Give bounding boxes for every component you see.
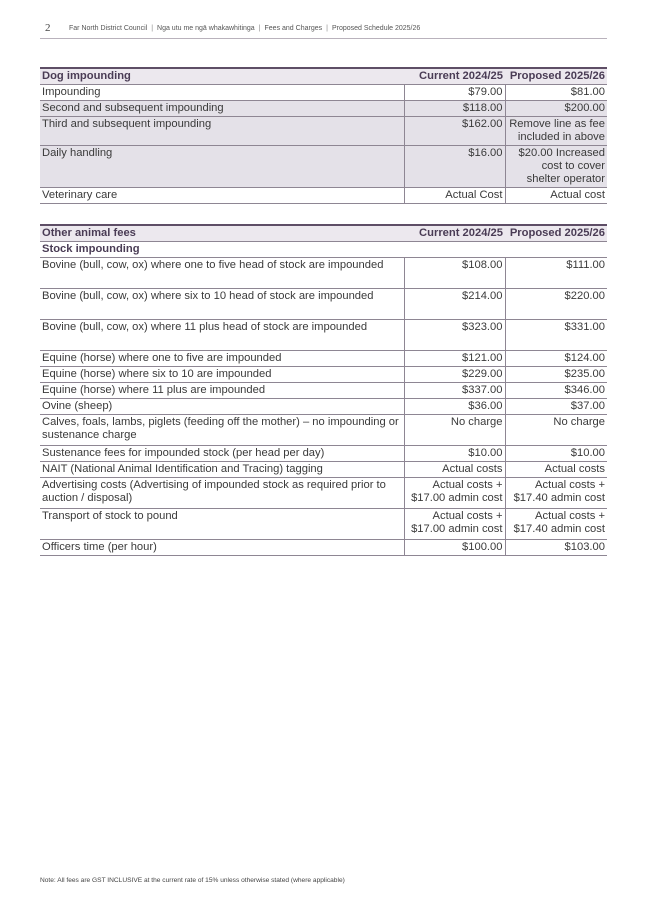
section-name: Fees and Charges	[264, 25, 323, 32]
schedule-name: Proposed Schedule 2025/26	[331, 25, 421, 32]
row-current-fee: $10.00	[404, 446, 505, 462]
row-description: Bovine (bull, cow, ox) where one to five head of stock are impounded	[40, 258, 404, 289]
table-row	[40, 540, 607, 556]
stock-impounding-subheading: Stock impounding	[40, 242, 607, 258]
row-proposed-fee: $331.00	[505, 320, 607, 351]
table-row	[40, 351, 607, 367]
row-proposed-fee: Actual costs + $17.40 admin cost	[505, 478, 607, 509]
dog-impounding-table	[40, 67, 607, 204]
table-header-row	[40, 68, 607, 85]
table-row	[40, 415, 607, 446]
row-current-fee: $121.00	[404, 351, 505, 367]
row-current-fee: $229.00	[404, 367, 505, 383]
row-proposed-fee: $235.00	[505, 367, 607, 383]
row-description: Equine (horse) where one to five are impounded	[40, 351, 404, 367]
table-row	[40, 258, 607, 289]
table-row	[40, 446, 607, 462]
col-proposed-header: Proposed 2025/26	[505, 68, 607, 85]
row-current-fee: $214.00	[404, 289, 505, 320]
row-description: Impounding	[40, 85, 404, 101]
maori-title: Nga utu me ngā whakawhitinga	[157, 25, 255, 32]
table-title: Other animal fees	[40, 225, 404, 242]
row-current-fee: $79.00	[404, 85, 505, 101]
col-current-header: Current 2024/25	[404, 68, 505, 85]
row-description: Officers time (per hour)	[40, 540, 404, 556]
table-row	[40, 188, 607, 204]
row-current-fee: $36.00	[404, 399, 505, 415]
table-row	[40, 509, 607, 540]
table-row	[40, 117, 607, 146]
header-breadcrumb: Far North District Council | Nga utu me ngā whakawhitinga | Fees and Charges | Proposed Schedule 2025/26	[69, 25, 421, 32]
row-description: NAIT (National Animal Identification and Tracing) tagging	[40, 462, 404, 478]
row-description: Equine (horse) where six to 10 are impounded	[40, 367, 404, 383]
table-row	[40, 462, 607, 478]
table-row	[40, 399, 607, 415]
row-proposed-fee: Actual cost	[505, 188, 607, 204]
row-proposed-fee: Actual costs	[505, 462, 607, 478]
row-current-fee: $118.00	[404, 101, 505, 117]
row-description: Bovine (bull, cow, ox) where six to 10 head of stock are impounded	[40, 289, 404, 320]
page-number: 2	[45, 22, 51, 34]
row-description: Veterinary care	[40, 188, 404, 204]
row-proposed-fee: $10.00	[505, 446, 607, 462]
row-description: Calves, foals, lambs, piglets (feeding off the mother) – no impounding or sustenance charge	[40, 415, 404, 446]
row-current-fee: $108.00	[404, 258, 505, 289]
table-row	[40, 101, 607, 117]
row-current-fee: No charge	[404, 415, 505, 446]
row-proposed-fee: $37.00	[505, 399, 607, 415]
table-row	[40, 478, 607, 509]
other-animal-fees-table	[40, 224, 607, 556]
gst-footnote: Note: All fees are GST INCLUSIVE at the current rate of 15% unless otherwise stated (where applicable)	[40, 877, 345, 884]
row-proposed-fee: $81.00	[505, 85, 607, 101]
table-row	[40, 383, 607, 399]
row-proposed-fee: $346.00	[505, 383, 607, 399]
row-proposed-fee: $20.00 Increased cost to cover shelter operator	[505, 146, 607, 188]
row-description: Ovine (sheep)	[40, 399, 404, 415]
table-row	[40, 320, 607, 351]
council-name: Far North District Council	[69, 25, 148, 32]
table-header-row	[40, 225, 607, 242]
col-current-header: Current 2024/25	[404, 225, 505, 242]
row-description: Second and subsequent impounding	[40, 101, 404, 117]
row-current-fee: $162.00	[404, 117, 505, 146]
subheading-row	[40, 242, 607, 258]
row-proposed-fee: $200.00	[505, 101, 607, 117]
row-description: Transport of stock to pound	[40, 509, 404, 540]
row-current-fee: Actual costs + $17.00 admin cost	[404, 509, 505, 540]
table-row	[40, 146, 607, 188]
row-description: Daily handling	[40, 146, 404, 188]
row-description: Third and subsequent impounding	[40, 117, 404, 146]
page-header	[40, 22, 607, 39]
row-proposed-fee: $124.00	[505, 351, 607, 367]
row-description: Bovine (bull, cow, ox) where 11 plus head of stock are impounded	[40, 320, 404, 351]
row-proposed-fee: $103.00	[505, 540, 607, 556]
row-current-fee: Actual costs	[404, 462, 505, 478]
row-current-fee: $337.00	[404, 383, 505, 399]
table-row	[40, 367, 607, 383]
row-proposed-fee: $111.00	[505, 258, 607, 289]
row-proposed-fee: No charge	[505, 415, 607, 446]
table-title: Dog impounding	[40, 68, 404, 85]
table-row	[40, 85, 607, 101]
row-current-fee: $323.00	[404, 320, 505, 351]
row-proposed-fee: Actual costs + $17.40 admin cost	[505, 509, 607, 540]
row-description: Equine (horse) where 11 plus are impounded	[40, 383, 404, 399]
table-row	[40, 289, 607, 320]
row-current-fee: Actual Cost	[404, 188, 505, 204]
row-current-fee: $16.00	[404, 146, 505, 188]
row-proposed-fee: Remove line as fee included in above	[505, 117, 607, 146]
row-description: Sustenance fees for impounded stock (per head per day)	[40, 446, 404, 462]
col-proposed-header: Proposed 2025/26	[505, 225, 607, 242]
row-proposed-fee: $220.00	[505, 289, 607, 320]
row-current-fee: Actual costs + $17.00 admin cost	[404, 478, 505, 509]
row-description: Advertising costs (Advertising of impounded stock as required prior to auction / disposal)	[40, 478, 404, 509]
row-current-fee: $100.00	[404, 540, 505, 556]
